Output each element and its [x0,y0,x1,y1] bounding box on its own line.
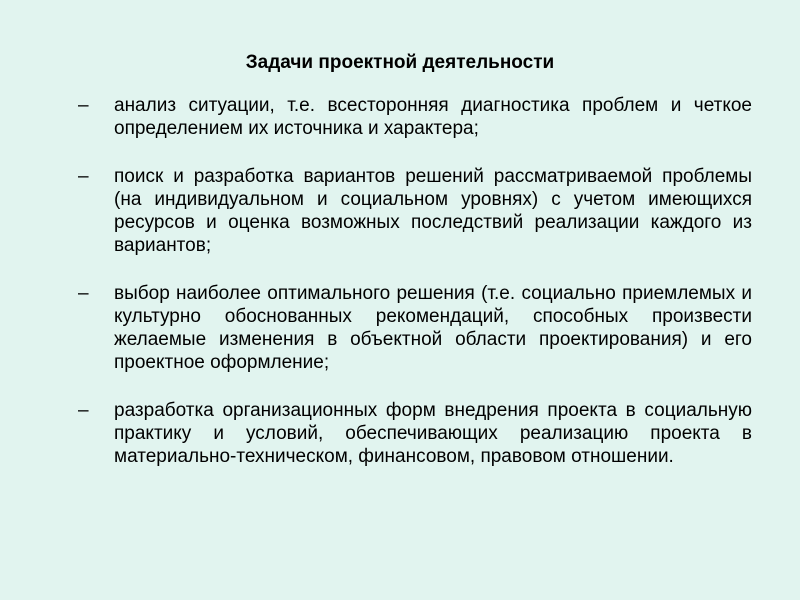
dash-bullet: – [78,95,89,116]
list-item [78,94,752,140]
dash-bullet: – [78,400,89,421]
task-list [78,94,752,493]
slide-title: Задачи проектной деятельности [245,52,555,73]
list-item-text: поиск и разработка вариантов решений рассматриваемой проблемы (на индивидуальном и социальном уровнях) с учетом имеющихся ресурсов и оценка возможных последствий реализации каждого из вариантов; [114,166,752,256]
list-item-text: анализ ситуации, т.е. всесторонняя диагностика проблем и четкое определением их источника и характера; [114,95,752,139]
list-item-text: разработка организационных форм внедрения проекта в социальную практику и условий, обеспечивающих реализацию проекта в материально-техническом, финансовом, правовом отношении. [114,400,752,467]
dash-bullet: – [78,283,89,304]
list-item [78,282,752,374]
list-item [78,165,752,257]
list-item [78,399,752,468]
dash-bullet: – [78,166,89,187]
list-item-text: выбор наиболее оптимального решения (т.е. социально приемлемых и культурно обоснованных рекомендаций, способных произвести желаемые изменения в объектной области проектирования) и его проектное оформление; [114,283,752,373]
